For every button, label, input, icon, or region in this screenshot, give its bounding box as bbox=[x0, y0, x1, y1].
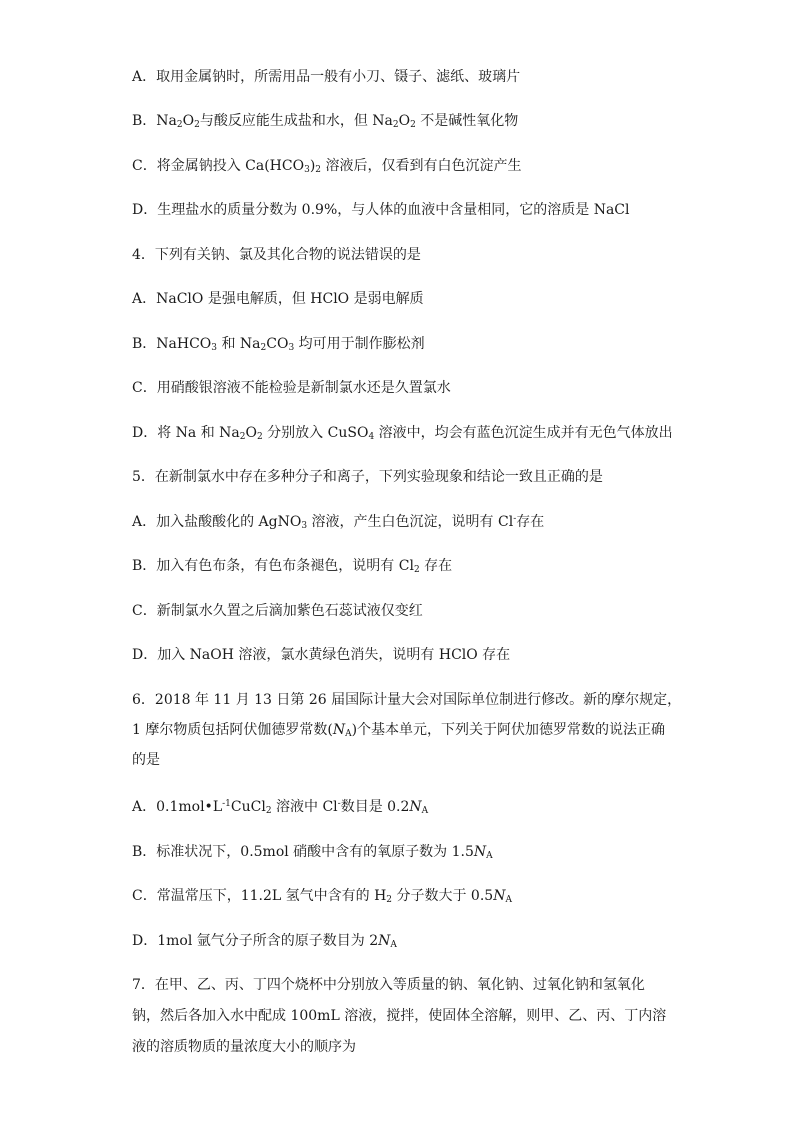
q6-stem-line-1: 6．2018 年 11 月 13 日第 26 届国际计量大会对国际单位制进行修改。新的摩尔规定， bbox=[132, 692, 682, 708]
q6-option-a: A．$0.1mol•L^{-1}CuCl_2$ 溶液中 Cl-数目是 $0.2N_A$ bbox=[132, 799, 429, 816]
q6-option-d: D．1mol 氩气分子所含的原子数目为 $2N_A$ bbox=[132, 933, 397, 950]
q4-stem: 4．下列有关钠、氯及其化合物的说法错误的是 bbox=[132, 247, 421, 263]
q5-option-a: A．加入盐酸酸化的 AgNO$_3$ 溶液，产生白色沉淀，说明有 Cl-存在 bbox=[132, 514, 545, 531]
q3-option-a: A．取用金属钠时，所需用品一般有小刀、镊子、滤纸、玻璃片 bbox=[132, 69, 521, 85]
q4-option-c: C．用硝酸银溶液不能检验是新制氯水还是久置氯水 bbox=[132, 380, 451, 396]
q6-option-c: C．常温常压下，11.2L 氢气中含有的 $H_2$ 分子数大于 $0.5N_A$ bbox=[132, 888, 512, 905]
q5-stem: 5．在新制氯水中存在多种分子和离子，下列实验现象和结论一致且正确的是 bbox=[132, 469, 603, 485]
q5-option-d: D．加入 NaOH 溶液，氯水黄绿色消失，说明有 HClO 存在 bbox=[132, 647, 511, 663]
q7-stem-line-3: 液的溶质物质的量浓度大小的顺序为 bbox=[132, 1039, 356, 1055]
q4-option-d: D．将 Na 和 $Na_2O_2$ 分别放入 CuSO$_4$ 溶液中，均会有蓝色沉淀生成并有无色气体放出 bbox=[132, 425, 673, 442]
q4-option-b: B．NaHCO$_3$ 和 $Na_2CO_3$ 均可用于制作膨松剂 bbox=[132, 336, 425, 353]
q5-option-b: B．加入有色布条，有色布条褪色，说明有 $Cl_2$ 存在 bbox=[132, 558, 453, 575]
q6-stem-line-3: 的是 bbox=[132, 752, 160, 768]
q7-stem-line-2: 钠，然后各加入水中配成 100mL 溶液，搅拌，使固体全溶解，则甲、乙、丙、丁内溶 bbox=[132, 1008, 667, 1024]
q6-stem-line-2: 1 摩尔物质包括阿伏伽德罗常数$(N_A)$个基本单元，下列关于阿伏加德罗常数的说法正确 bbox=[132, 722, 666, 739]
q6-option-b: B．标准状况下，0.5mol 硝酸中含有的氧原子数为 $1.5N_A$ bbox=[132, 844, 493, 861]
q4-option-a: A．NaClO 是强电解质，但 HClO 是弱电解质 bbox=[132, 291, 424, 307]
q3-option-b: B．$Na_2O_2$与酸反应能生成盐和水，但 $Na_2O_2$ 不是碱性氧化物 bbox=[132, 113, 519, 130]
q7-stem-line-1: 7．在甲、乙、丙、丁四个烧杯中分别放入等质量的钠、氧化钠、过氧化钠和氢氧化 bbox=[132, 977, 645, 993]
q3-option-d: D．生理盐水的质量分数为 0.9%，与人体的血液中含量相同，它的溶质是 NaCl bbox=[132, 202, 630, 218]
q3-option-c: C．将金属钠投入 $Ca(HCO_3)_2$ 溶液后，仅看到有白色沉淀产生 bbox=[132, 158, 522, 175]
q5-option-c: C．新制氯水久置之后滴加紫色石蕊试液仅变红 bbox=[132, 603, 423, 619]
